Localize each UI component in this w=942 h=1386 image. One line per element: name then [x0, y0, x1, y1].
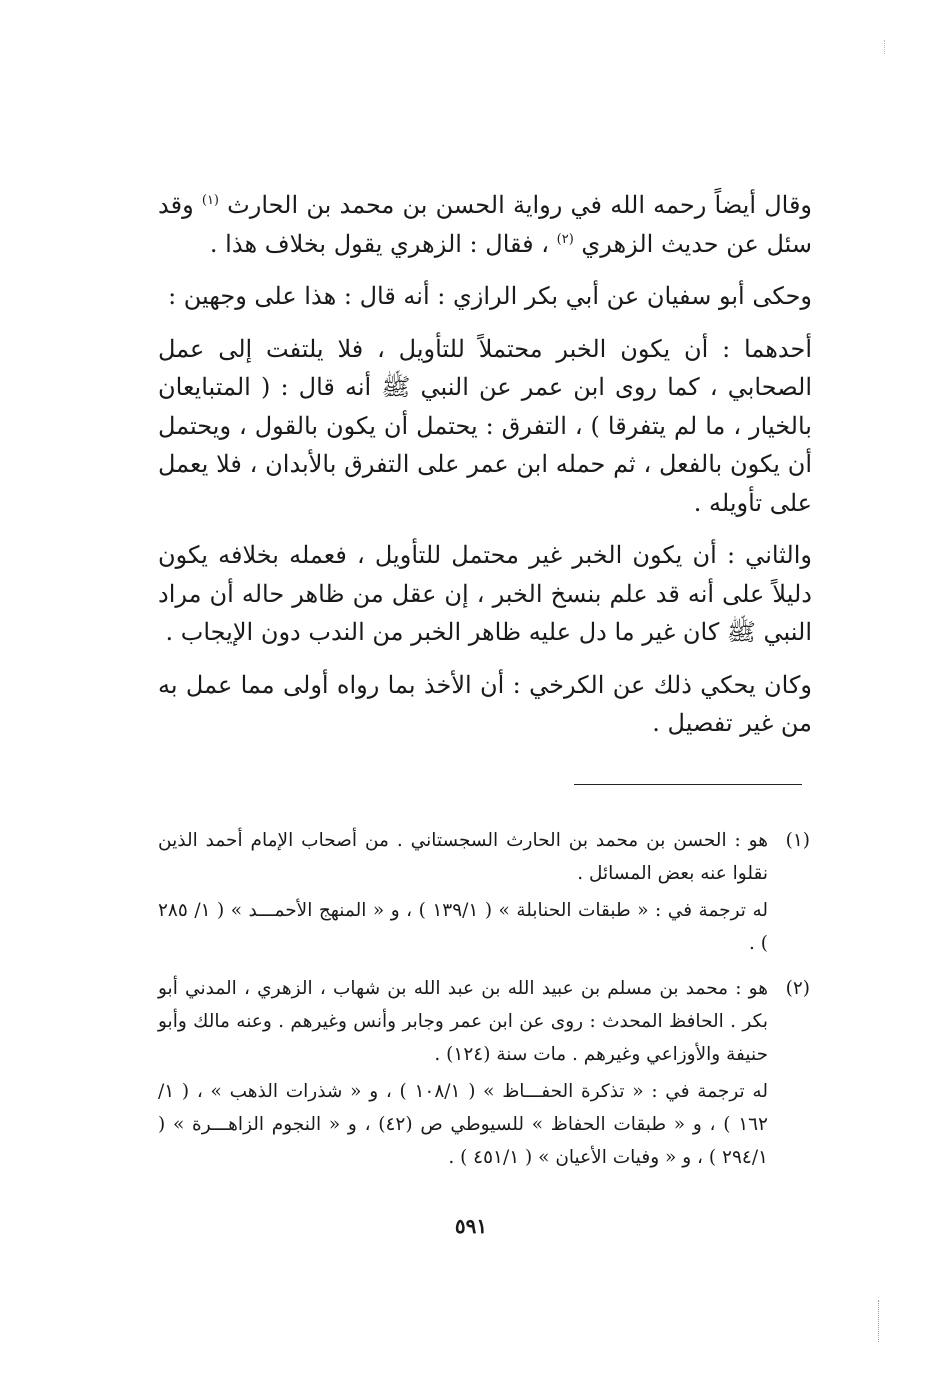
- paragraph-3: أحدهما : أن يكون الخبر محتملاً للتأويل ، فلا يلتفت إلى عمل الصحابي ، كما روى ابن عمر عن النبي ﷺ أنه قال : ( المتبايعان بالخيار ، ما لم يتفرقا ) ، التفرق : يحتمل أن يكون بالقول ، ويحتمل أن يكون بالفعل ، ثم حمله ابن عمر على التفرق بالأبدان ، فلا يعمل على تأويله .: [158, 334, 812, 517]
- footnote-2: [158, 972, 810, 1178]
- paragraph-1-part-a: وقال أيضاً رحمه الله في رواية الحسن بن محمد بن الحارث: [219, 191, 813, 219]
- footnotes: [158, 824, 810, 1186]
- footnote-number: (٢): [785, 978, 810, 999]
- footnote-ref-2[interactable]: (٢): [556, 231, 574, 247]
- footnote-ref-1[interactable]: (١): [201, 193, 219, 208]
- footnote-body: [158, 972, 768, 1178]
- paragraph-4: والثاني : أن يكون الخبر غير محتمل للتأويل ، فعمله بخلافه يكون دليلاً على أنه قد علم بنسخ الخبر ، إن عقل من ظاهر حاله أن مراد النبي ﷺ كان غير ما دل عليه ظاهر الخبر من الندب دون الإيجاب .: [158, 541, 812, 646]
- scan-mark: [884, 40, 886, 54]
- paragraph-2: وحكى أبو سفيان عن أبي بكر الرازي : أنه قال : هذا على وجهين :: [168, 282, 812, 310]
- footnote-number: (١): [785, 830, 810, 851]
- paragraph-5: وكان يحكي ذلك عن الكرخي : أن الأخذ بما رواه أولى مما عمل به من غير تفصيل .: [158, 670, 812, 737]
- paragraph-1-part-b: وقد سئل عن حديث الزهري: [158, 191, 812, 258]
- page-number: ٥٩١: [454, 1214, 488, 1238]
- footnote-line: هو : محمد بن مسلم بن عبيد الله بن عبد الله بن شهاب ، الزهري ، المدني أبو بكر . الحافظ المحدث : روى عن ابن عمر وجابر وأنس وغيرهم . وعنه مالك وأبو حنيفة والأوزاعي وغيرهم . مات سنة (١٢٤) .: [158, 978, 768, 1065]
- footnote-separator: [574, 784, 802, 785]
- paragraph-1: [158, 186, 812, 263]
- footnote-line: له ترجمة في : « طبقات الحنابلة » ( ١٣٩/١ ) ، و « المنهج الأحمـــد » ( ١/ ٢٨٥ ) .: [158, 900, 769, 954]
- main-text: [158, 186, 812, 757]
- footnote-1: [158, 824, 810, 964]
- footnote-body: [158, 824, 768, 964]
- scan-mark: [878, 1300, 880, 1342]
- paragraph-1-part-c: ، فقال : الزهري يقول بخلاف هذا .: [209, 229, 557, 258]
- footnote-line: له ترجمة في : « تذكرة الحفـــاظ » ( ١٠٨/١ ) ، و « شذرات الذهب » ، ( ١/ ١٦٢ ) ، و « طبقات الحفاظ » للسيوطي ص (٤٢) ، و « النجوم الزاهـــرة » ( ٢٩٤/١ ) ، و « وفيات الأعيان » ( ٤٥١/١ ) .: [158, 1081, 768, 1168]
- footnote-line: هو : الحسن بن محمد بن الحارث السجستاني . من أصحاب الإمام أحمد الذين نقلوا عنه بعض المسائل .: [158, 830, 768, 884]
